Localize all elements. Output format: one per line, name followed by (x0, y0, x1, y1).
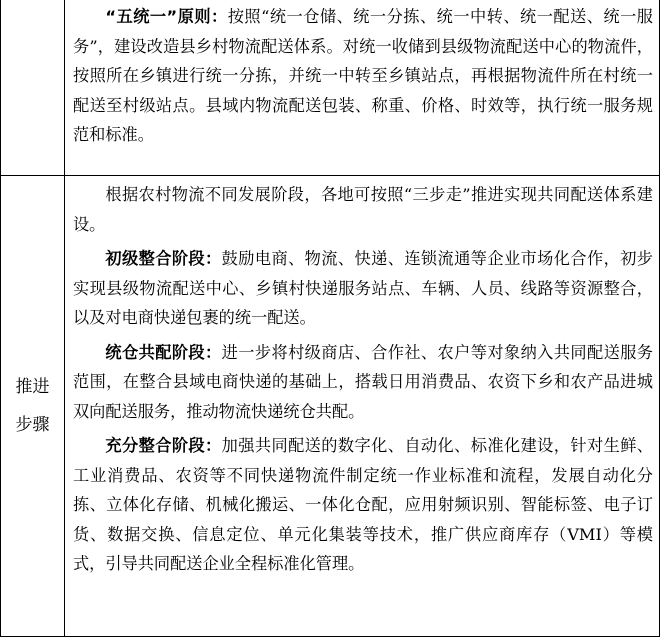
paragraph-lead: 统仓共配阶段： (105, 342, 222, 362)
paragraph-lead: 充分整合阶段： (105, 436, 222, 455)
paragraph-text: 进一步将村级商店、合作社、农户等对象纳入共同配送服务范围，在整合县域电商快递的基础上，搭载日用消费品、农资下乡和农产品进城双向配送服务，推动物流快递统仓共配。 (73, 342, 653, 421)
paragraph-five-unified (65, 0, 659, 150)
row-content-cell (65, 0, 660, 176)
paragraph-intro (65, 176, 659, 239)
paragraph-stage-initial (65, 244, 659, 333)
row-label-cell-empty (1, 0, 65, 176)
row-label-line-2: 步骤 (15, 415, 50, 435)
table-row-steps (1, 176, 660, 637)
paragraph-stage-full-integration (65, 431, 659, 579)
paragraph-lead: “五统一”原则： (105, 7, 228, 26)
paragraph-stage-shared-warehouse (65, 338, 659, 427)
paragraph-lead: 初级整合阶段： (105, 249, 222, 268)
row-label-cell-steps (1, 176, 65, 637)
paragraph-text: 鼓励电商、物流、快递、连锁流通等企业市场化合作，初步实现县级物流配送中心、乡镇村快递服务站点、车辆、人员、线路等资源整合，以及对电商快递包裹的统一配送。 (73, 249, 653, 327)
row-content-cell (65, 176, 660, 637)
table-row-five-unified (1, 0, 660, 176)
row-label-line-1: 推进 (15, 377, 50, 397)
paragraph-text: 按照“统一仓储、统一分拣、统一中转、统一配送、统一服务”，建设改造县乡村物流配送体系。对统一收储到县级物流配送中心的物流件，按照所在乡镇进行统一分拣，并统一中转至乡镇站点，再根据物流件所在村统一配送至村级站点。县域内物流配送包装、称重、价格、时效等，执行统一服务规范和标准。 (73, 7, 653, 144)
paragraph-text: 加强共同配送的数字化、自动化、标准化建设，针对生鲜、工业消费品、农资等不同快递物流件制定统一作业标准和流程，发展自动化分拣、立体化存储、机械化搬运、一体化仓配，应用射频识别、智能标签、电子订货、数据交换、信息定位、单元化集装等技术，推广供应商库存（VMI）等模式，引导共同配送企业全程标准化管理。 (73, 436, 653, 573)
paragraph-text: 根据农村物流不同发展阶段，各地可按照“三步走”推进实现共同配送体系建设。 (73, 185, 653, 234)
